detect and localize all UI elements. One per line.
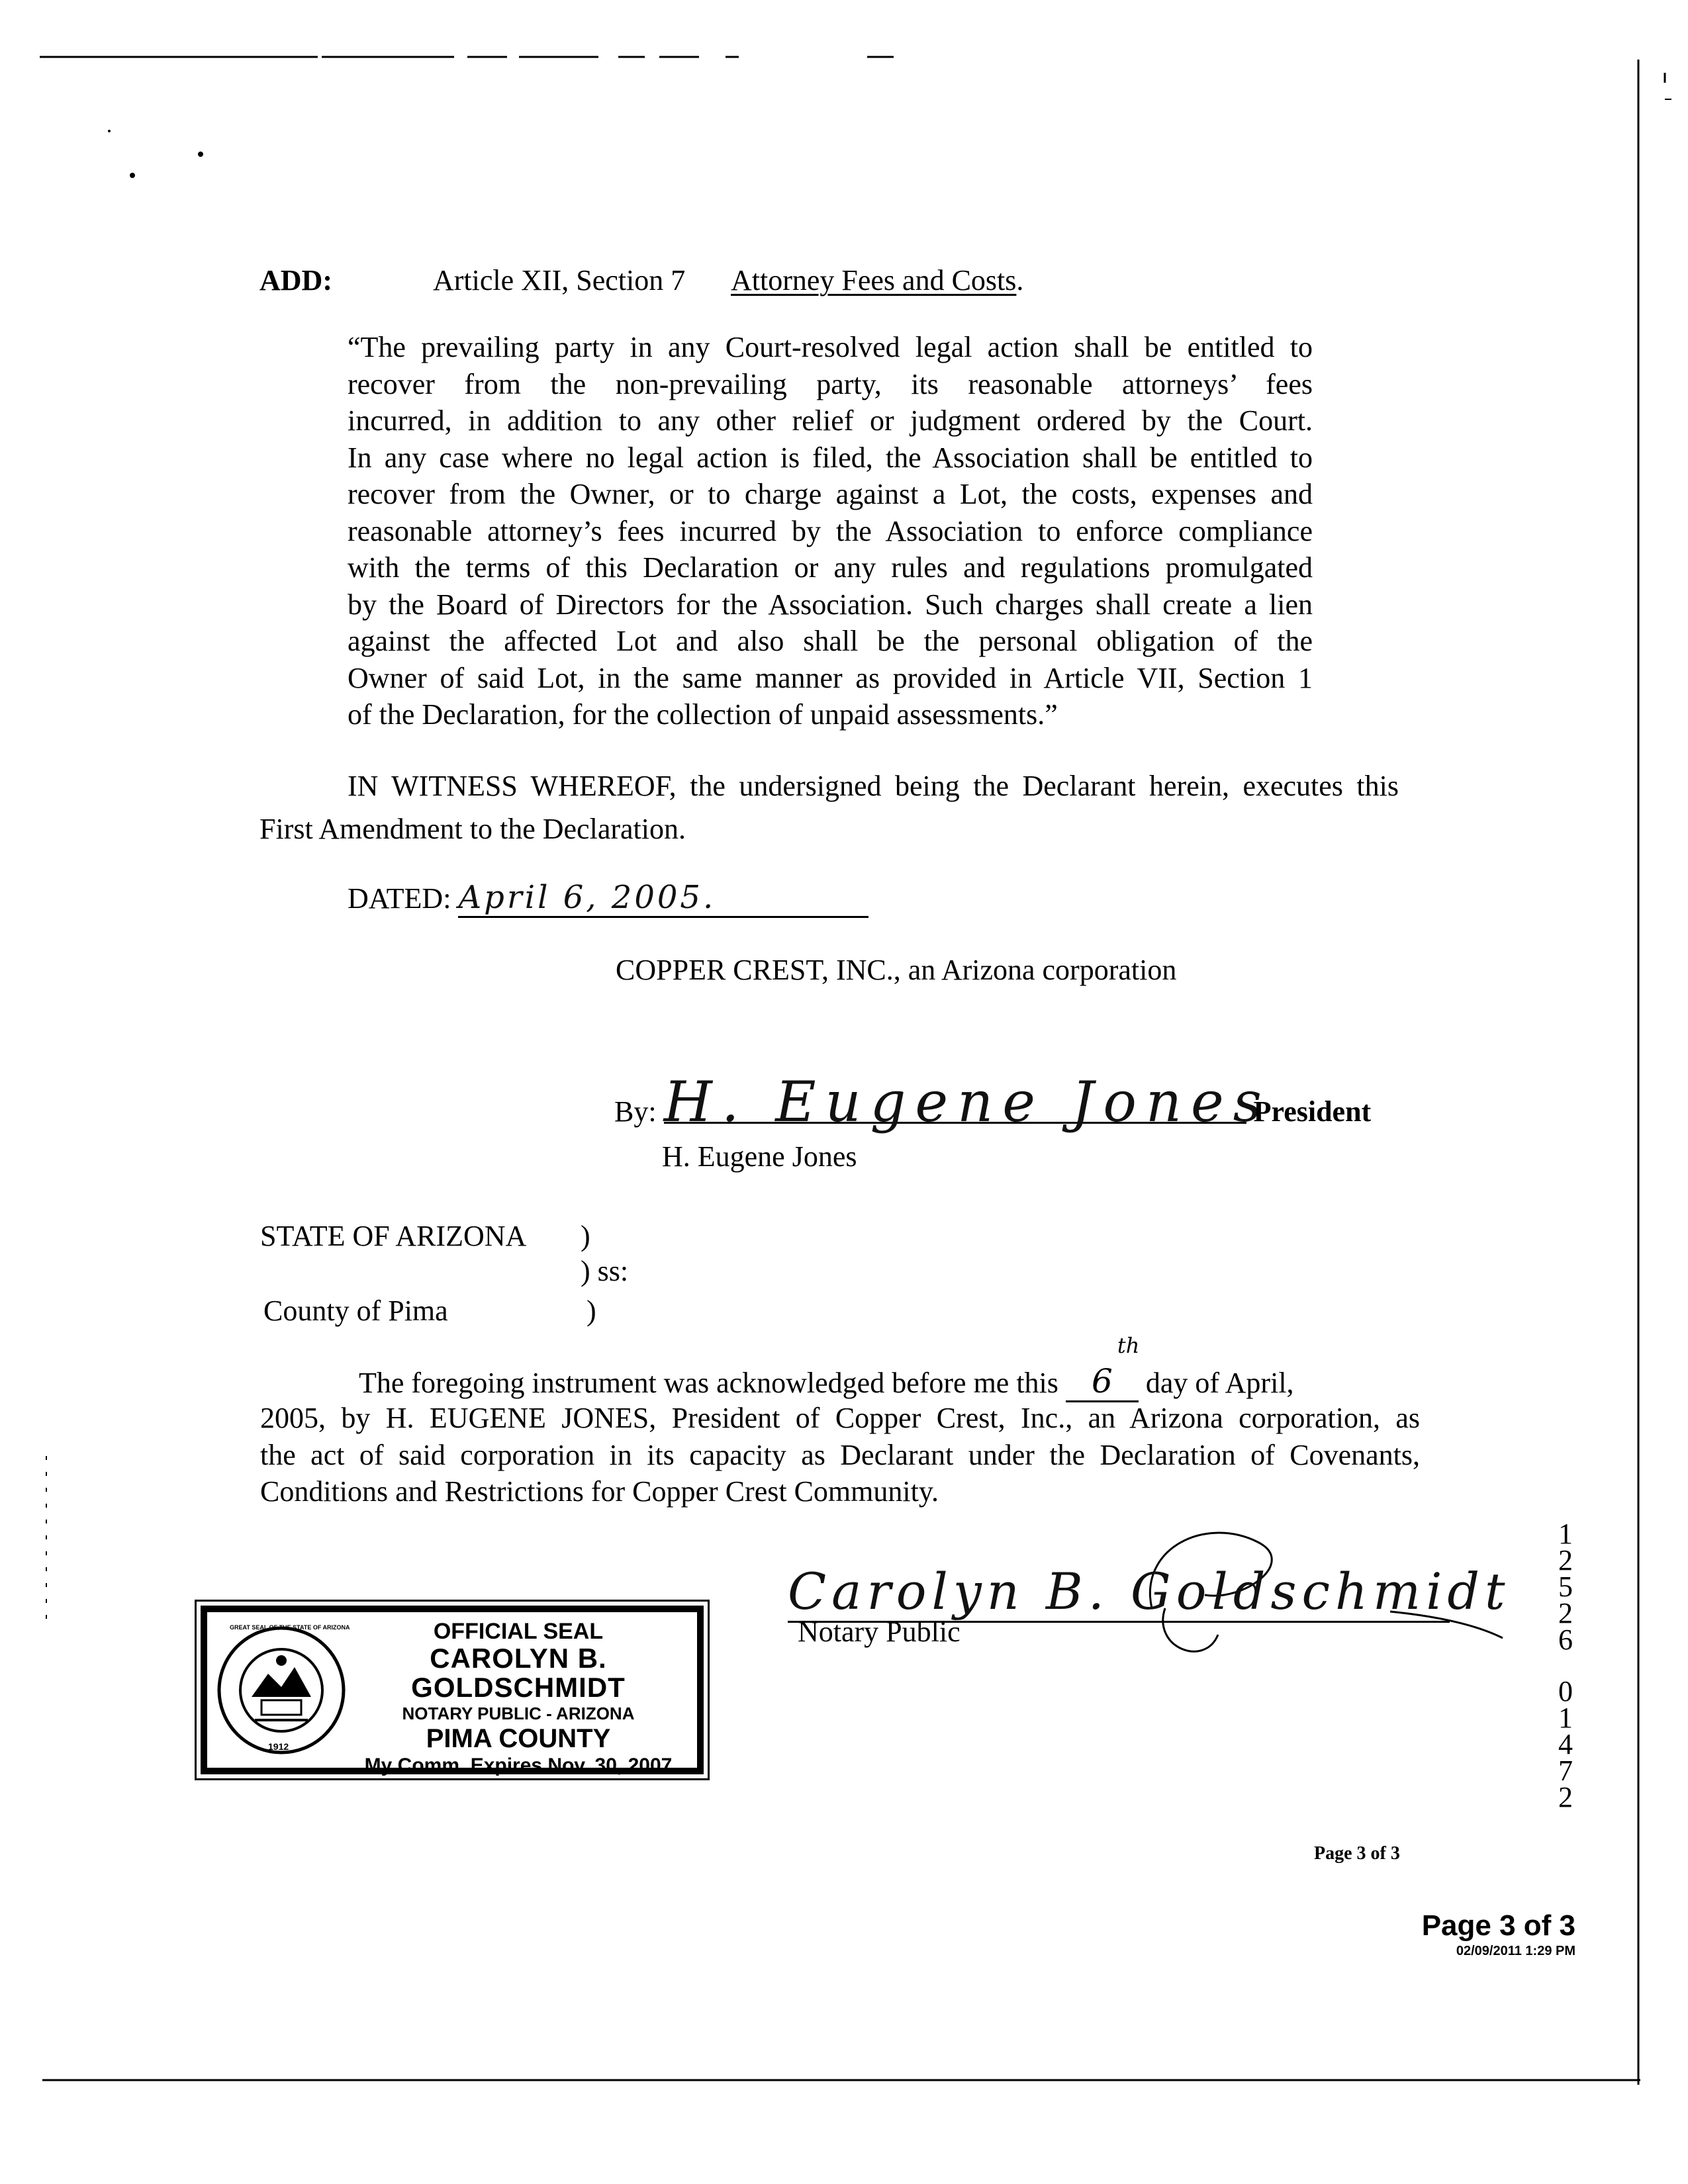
corporation-name: COPPER CREST, INC., an Arizona corporation <box>616 954 1177 986</box>
page-footer <box>1390 1909 1575 1960</box>
dated-line <box>348 879 868 918</box>
venue-paren-bottom: ) <box>586 1295 596 1327</box>
seal-expiry: My Comm. Expires Nov. 30, 2007 <box>364 1754 673 1776</box>
paragraph-line: recover from the Owner, or to charge against a Lot, the costs, expenses and <box>348 478 1313 510</box>
add-line <box>259 263 1024 297</box>
paragraph-line: by the Board of Directors for the Association. Such charges shall create a lien <box>348 588 1313 621</box>
ack-line: 2005, by H. EUGENE JONES, President of Copper Crest, Inc., an Arizona corporation, as <box>260 1402 1420 1434</box>
recording-digit: 7 <box>1558 1754 1573 1787</box>
acknowledgment-paragraph <box>260 1400 1420 1510</box>
paragraph-line: Owner of said Lot, in the same manner as provided in Article VII, Section 1 <box>348 661 1313 694</box>
president-title: President <box>1253 1095 1372 1128</box>
footer-page: Page 3 of 3 <box>1421 1909 1575 1942</box>
ack-line: the act of said corporation in its capacity as Declarant under the Declaration of Covenants, <box>260 1438 1420 1471</box>
footer-timestamp: 02/09/2011 1:29 PM <box>1456 1944 1575 1958</box>
paragraph-line: “The prevailing party in any Court-resolved legal action shall be entitled to <box>348 331 1313 363</box>
day-suffix-handwritten: th <box>1117 1333 1140 1358</box>
recording-digit: 4 <box>1558 1728 1573 1760</box>
dated-handwritten: April 6, 2005. <box>458 879 868 918</box>
president-signature: H. Eugene Jones <box>663 1069 1271 1134</box>
seal-emblem-ring-text: GREAT SEAL OF THE STATE OF ARIZONA <box>230 1624 350 1631</box>
day-blank <box>1066 1333 1140 1402</box>
witness-line-1: IN WITNESS WHEREOF, the undersigned being the Declarant herein, executes this <box>348 770 1399 802</box>
section-heading-period: . <box>1016 264 1024 296</box>
venue-paren-top: ) <box>581 1220 590 1252</box>
recording-number <box>1552 1518 1579 1813</box>
day-handwritten: 6 <box>1092 1362 1113 1400</box>
recording-digit: 2 <box>1558 1597 1573 1629</box>
notary-label: Notary Public <box>798 1615 961 1648</box>
paragraph-line: against the affected Lot and also shall be the personal obligation of the <box>348 625 1313 657</box>
seal-notary-name: CAROLYN B. GOLDSCHMIDT <box>411 1643 626 1703</box>
ack-start: The foregoing instrument was acknowledged before me this <box>359 1367 1058 1399</box>
amendment-paragraph <box>348 329 1313 733</box>
add-label: ADD: <box>259 264 332 296</box>
section-heading-text: Attorney Fees and Costs <box>731 264 1017 296</box>
recording-digit: 5 <box>1558 1570 1573 1603</box>
paragraph-line: In any case where no legal action is filed, the Association shall be entitled to <box>348 441 1313 474</box>
article-reference: Article XII, Section 7 <box>433 264 686 296</box>
recording-digit: 1 <box>1558 1518 1573 1550</box>
printed-name: H. Eugene Jones <box>662 1140 857 1173</box>
paragraph-line: reasonable attorney’s fees incurred by the Association to enforce compliance <box>348 514 1313 547</box>
paragraph-line: recover from the non-prevailing party, its reasonable attorneys’ fees <box>348 367 1313 400</box>
recording-digit: 2 <box>1558 1544 1573 1576</box>
venue-county: County of Pima <box>263 1295 448 1327</box>
by-label: By: <box>614 1095 657 1128</box>
notary-signature: Carolyn B. Goldschmidt <box>788 1562 1450 1623</box>
section-heading <box>731 263 1023 297</box>
acknowledgment-first-line <box>359 1333 1294 1402</box>
witness-line-2: First Amendment to the Declaration. <box>259 813 686 845</box>
paragraph-line: with the terms of this Declaration or any rules and regulations promulgated <box>348 551 1313 584</box>
dated-label: DATED: <box>348 882 451 915</box>
recording-digit: 2 <box>1558 1781 1573 1813</box>
venue-ss: ) ss: <box>581 1255 629 1287</box>
signature-block <box>614 1069 1372 1134</box>
paragraph-line: of the Declaration, for the collection of unpaid assessments.” <box>348 698 1058 731</box>
state-seal-emblem <box>215 1624 348 1756</box>
seal-county: PIMA COUNTY <box>426 1724 611 1753</box>
seal-emblem-year: 1912 <box>268 1741 289 1752</box>
paragraph-line: incurred, in addition to any other relief or judgment ordered by the Court. <box>348 404 1313 437</box>
seal-title: OFFICIAL SEAL <box>433 1619 604 1644</box>
venue-state: STATE OF ARIZONA <box>260 1220 527 1252</box>
recording-digit: 1 <box>1558 1702 1573 1734</box>
seal-notary-role: NOTARY PUBLIC - ARIZONA <box>402 1704 635 1723</box>
official-seal-stamp <box>201 1606 704 1774</box>
seal-text-block <box>346 1619 690 1779</box>
recording-digit: 0 <box>1558 1675 1573 1707</box>
ack-line: Conditions and Restrictions for Copper Crest Community. <box>260 1475 939 1508</box>
recording-digit: 6 <box>1558 1623 1573 1656</box>
ack-end: day of April, <box>1145 1367 1294 1399</box>
page-number-small: Page 3 of 3 <box>1314 1843 1400 1864</box>
